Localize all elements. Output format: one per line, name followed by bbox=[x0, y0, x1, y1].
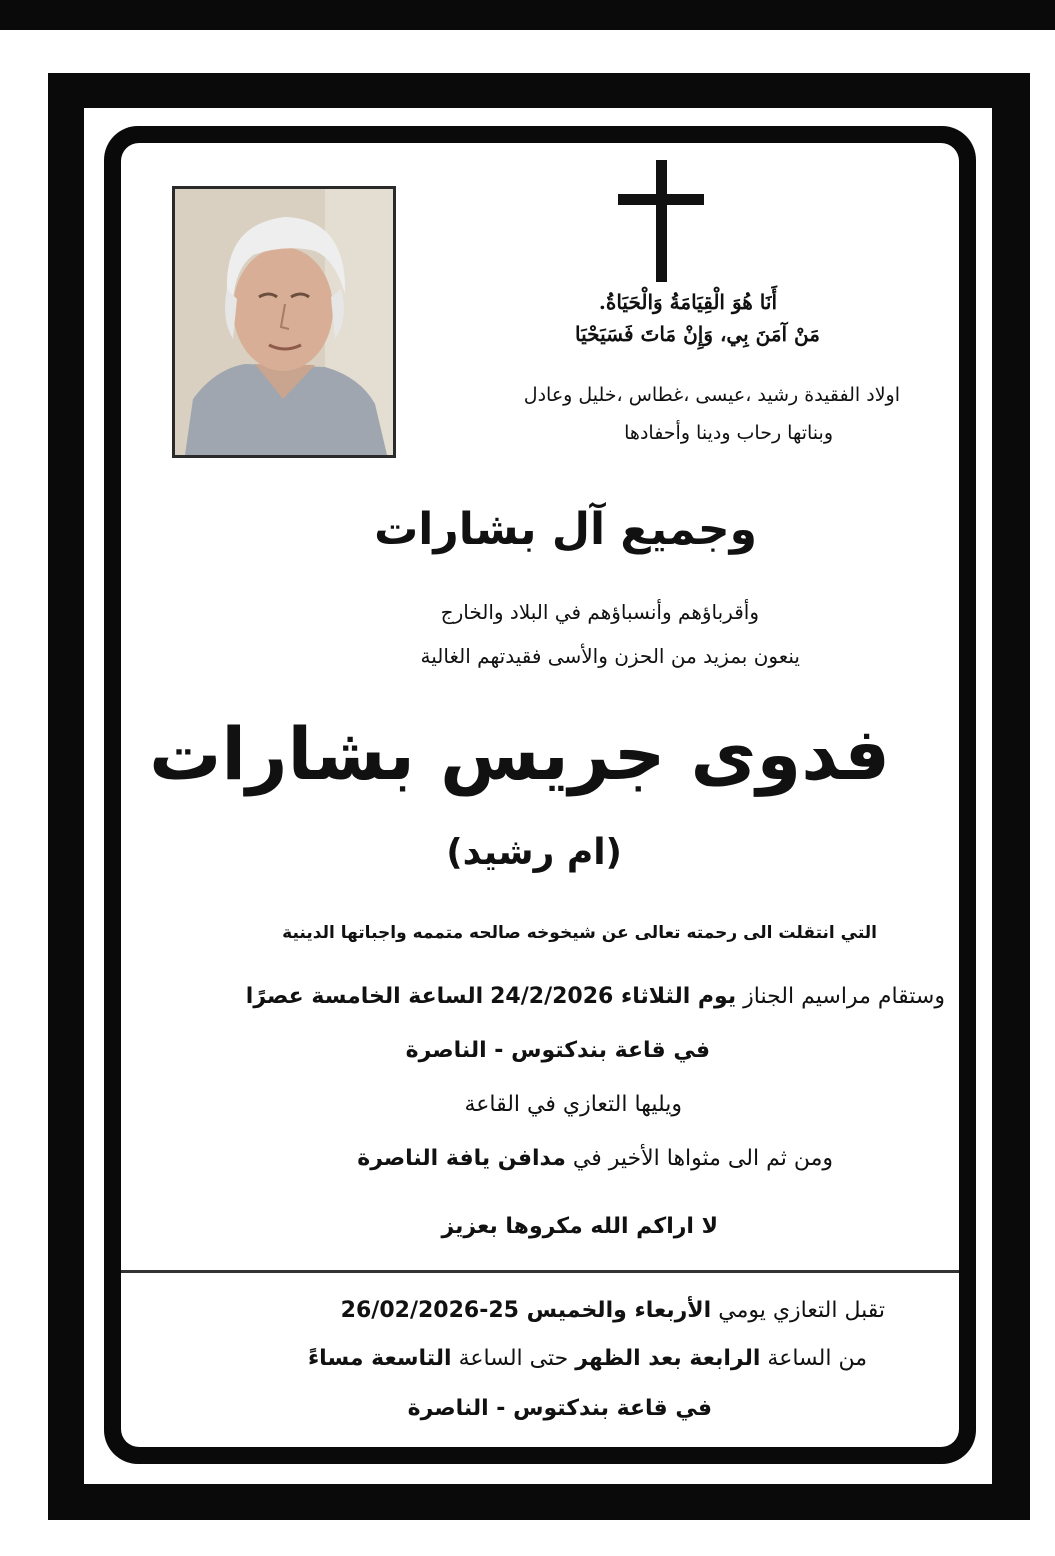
top-bar bbox=[0, 0, 1055, 30]
burial-intro: ومن ثم الى مثواها الأخير في bbox=[572, 1146, 833, 1171]
funeral-day: يوم الثلاثاء 24/2/2026 bbox=[490, 984, 737, 1009]
hours-end: التاسعة مساءً bbox=[307, 1346, 452, 1371]
deceased-nickname: (ام رشيد) bbox=[446, 832, 622, 873]
portrait-photo bbox=[172, 186, 396, 458]
children-daughters: وبناتها رحاب ودينا وأحفادها bbox=[624, 422, 833, 444]
condolences-venue: في قاعة بندكتوس - الناصرة bbox=[407, 1396, 712, 1421]
hours-until: حتى الساعة bbox=[458, 1346, 569, 1371]
relatives-line: وأقرباؤهم وأنسباؤهم في البلاد والخارج bbox=[440, 600, 759, 624]
passing-line: التي انتقلت الى رحمته تعالى عن شيخوخه صالحه متممه واجباتها الدينية bbox=[282, 923, 877, 943]
hours-start: الرابعة بعد الظهر bbox=[575, 1346, 761, 1371]
hours-from: من الساعة bbox=[767, 1346, 867, 1371]
portrait-illustration bbox=[175, 189, 393, 455]
funeral-venue: في قاعة بندكتوس - الناصرة bbox=[405, 1038, 710, 1063]
condolences-intro: تقبل التعازي يومي bbox=[718, 1298, 885, 1323]
condolences-hall: ويليها التعازي في القاعة bbox=[464, 1092, 682, 1117]
verse-line-1: أَنَا هُوَ الْقِيَامَةُ وَالْحَيَاةُ. bbox=[598, 290, 777, 314]
burial-place: مدافن يافة الناصرة bbox=[357, 1146, 566, 1171]
verse-line-2: مَنْ آمَنَ بِي، وَإِنْ مَاتَ فَسَيَحْيَا bbox=[575, 322, 820, 346]
condolences-days: الأربعاء والخميس 25-26/02/2026 bbox=[340, 1298, 712, 1323]
condolences-hours-line bbox=[308, 1346, 867, 1371]
funeral-time: الساعة الخامسة عصرًا bbox=[245, 984, 484, 1009]
section-divider bbox=[121, 1270, 959, 1273]
condolences-days-line bbox=[341, 1298, 885, 1323]
deceased-name: فدوى جريس بشارات bbox=[149, 712, 890, 796]
burial-line bbox=[357, 1146, 833, 1171]
closing-line: لا اراكم الله مكروها بعزيز bbox=[441, 1214, 718, 1239]
mourning-line: ينعون بمزيد من الحزن والأسى فقيدتهم الغالية bbox=[420, 644, 800, 668]
children-sons: اولاد الفقيدة رشيد ،عيسى ،غطاس ،خليل وعادل bbox=[523, 384, 900, 406]
cross-icon bbox=[618, 160, 704, 282]
funeral-line bbox=[246, 984, 945, 1009]
funeral-intro: وستقام مراسيم الجناز bbox=[743, 984, 945, 1009]
family-name: وجميع آل بشارات bbox=[374, 504, 757, 555]
